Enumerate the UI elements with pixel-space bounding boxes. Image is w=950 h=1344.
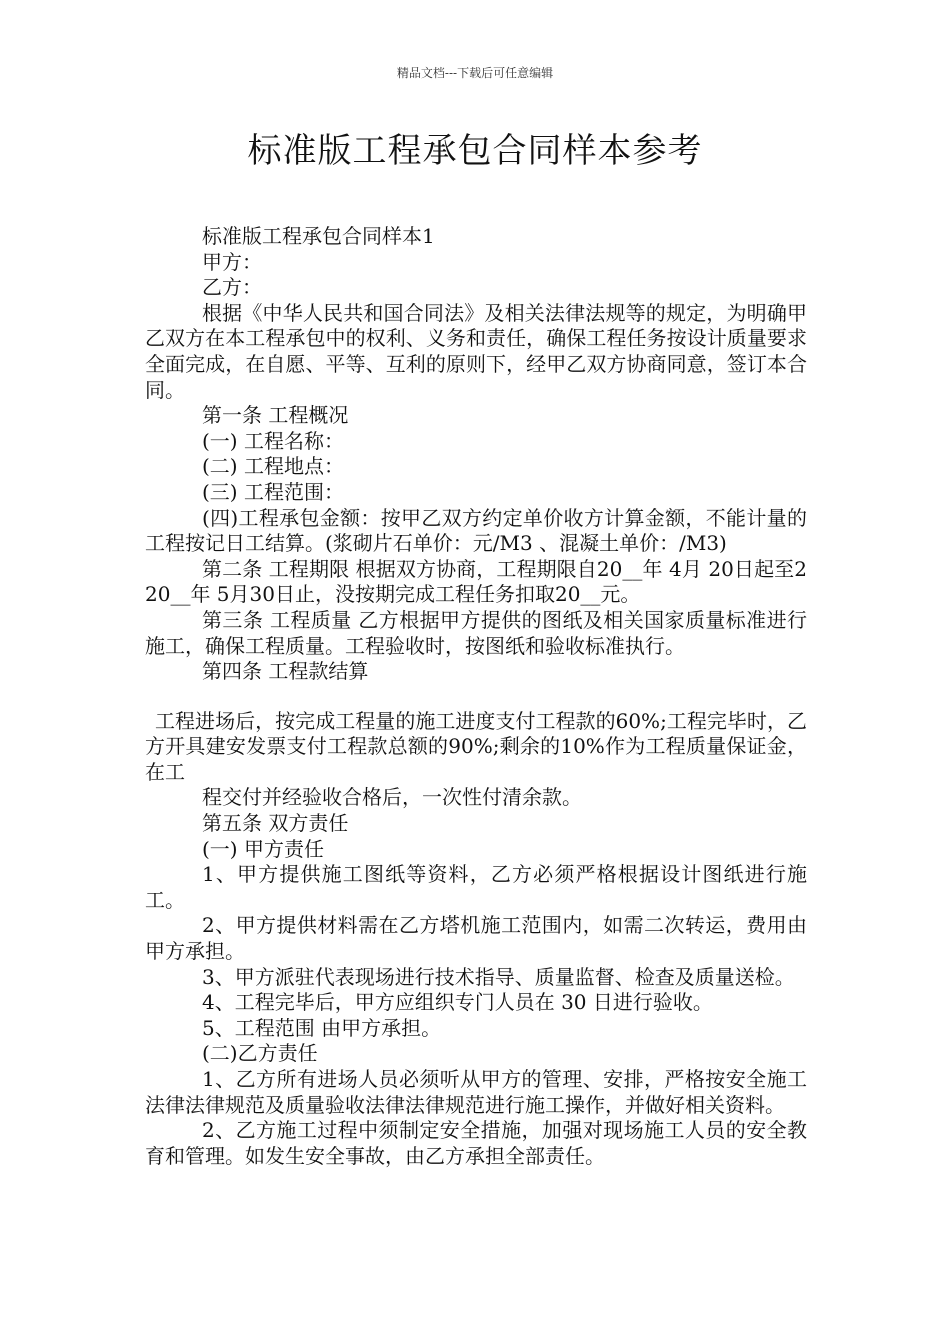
- party-a-duty-3: 3、甲方派驻代表现场进行技术指导、质量监督、检查及质量送检。: [202, 964, 795, 989]
- party-a-duty-5: 5、工程范围 由甲方承担。: [202, 1015, 442, 1040]
- article-5-heading: 第五条 双方责任: [202, 811, 349, 836]
- document-body: [145, 224, 807, 1169]
- article-4-heading: 第四条 工程款结算: [202, 659, 369, 684]
- party-a-duty-4: 4、工程完毕后，甲方应组织专门人员在 30 日进行验收。: [202, 990, 713, 1015]
- sample-heading: 标准版工程承包合同样本1: [202, 224, 435, 248]
- project-name-line: (一) 工程名称：: [202, 428, 344, 453]
- project-scope-line: (三) 工程范围：: [202, 479, 344, 504]
- party-b-duty-2: 2、乙方施工过程中须制定安全措施，加强对现场施工人员的安全教育和管理。如发生安全事故，由乙方承担全部责任。: [145, 1118, 807, 1168]
- document-title: 标准版工程承包合同样本参考: [247, 131, 703, 171]
- paragraph-gap: [145, 685, 807, 709]
- party-a-duty-1: 1、甲方提供施工图纸等资料，乙方必须严格根据设计图纸进行施工。: [145, 862, 807, 912]
- project-location-line: (二) 工程地点：: [202, 454, 344, 479]
- payment-continuation: 程交付并经验收合格后，一次性付清余款。: [202, 785, 582, 810]
- article-2-paragraph: 第二条 工程期限 根据双方协商，工程期限自20__年 4月 20日起至220__年 5月30日止，没按期完成工程任务扣取20__元。: [145, 556, 807, 607]
- party-b-line: 乙方：: [202, 275, 262, 300]
- party-a-duties-heading: (一) 甲方责任: [202, 836, 324, 861]
- contract-amount-paragraph: (四)工程承包金额：按甲乙双方约定单价收方计算金额，不能计量的工程按记日工结算。(浆砌片石单价：元/M3 、混凝土单价：/M3): [145, 505, 807, 556]
- payment-paragraph: 工程进场后，按完成工程量的施工进度支付工程款的60%;工程完毕时，乙方开具建安发票支付工程款总额的90%;剩余的10%作为工程质量保证金，在工: [145, 708, 807, 784]
- party-a-line: 甲方：: [202, 249, 262, 274]
- party-a-duty-2: 2、甲方提供材料需在乙方塔机施工范围内，如需二次转运，费用由甲方承担。: [145, 913, 807, 964]
- party-b-duty-1: 1、乙方所有进场人员必须听从甲方的管理、安排，严格按安全施工法律法律规范及质量验收法律法律规范进行施工操作，并做好相关资料。: [145, 1067, 807, 1117]
- page-header: 精品文档---下载后可任意编辑: [396, 66, 554, 80]
- article-3-paragraph: 第三条 工程质量 乙方根据甲方提供的图纸及相关国家质量标准进行施工，确保工程质量。工程验收时，按图纸和验收标准执行。: [145, 607, 807, 658]
- article-1-heading: 第一条 工程概况: [202, 403, 349, 428]
- preamble-paragraph: 根据《中华人民共和国合同法》及相关法律法规等的规定，为明确甲乙双方在本工程承包中的权利、义务和责任，确保工程任务按设计质量要求全面完成，在自愿、平等、互利的原则下，经甲乙双方协商同意，签订本合同。: [145, 300, 807, 402]
- party-b-duties-heading: (二)乙方责任: [202, 1041, 318, 1066]
